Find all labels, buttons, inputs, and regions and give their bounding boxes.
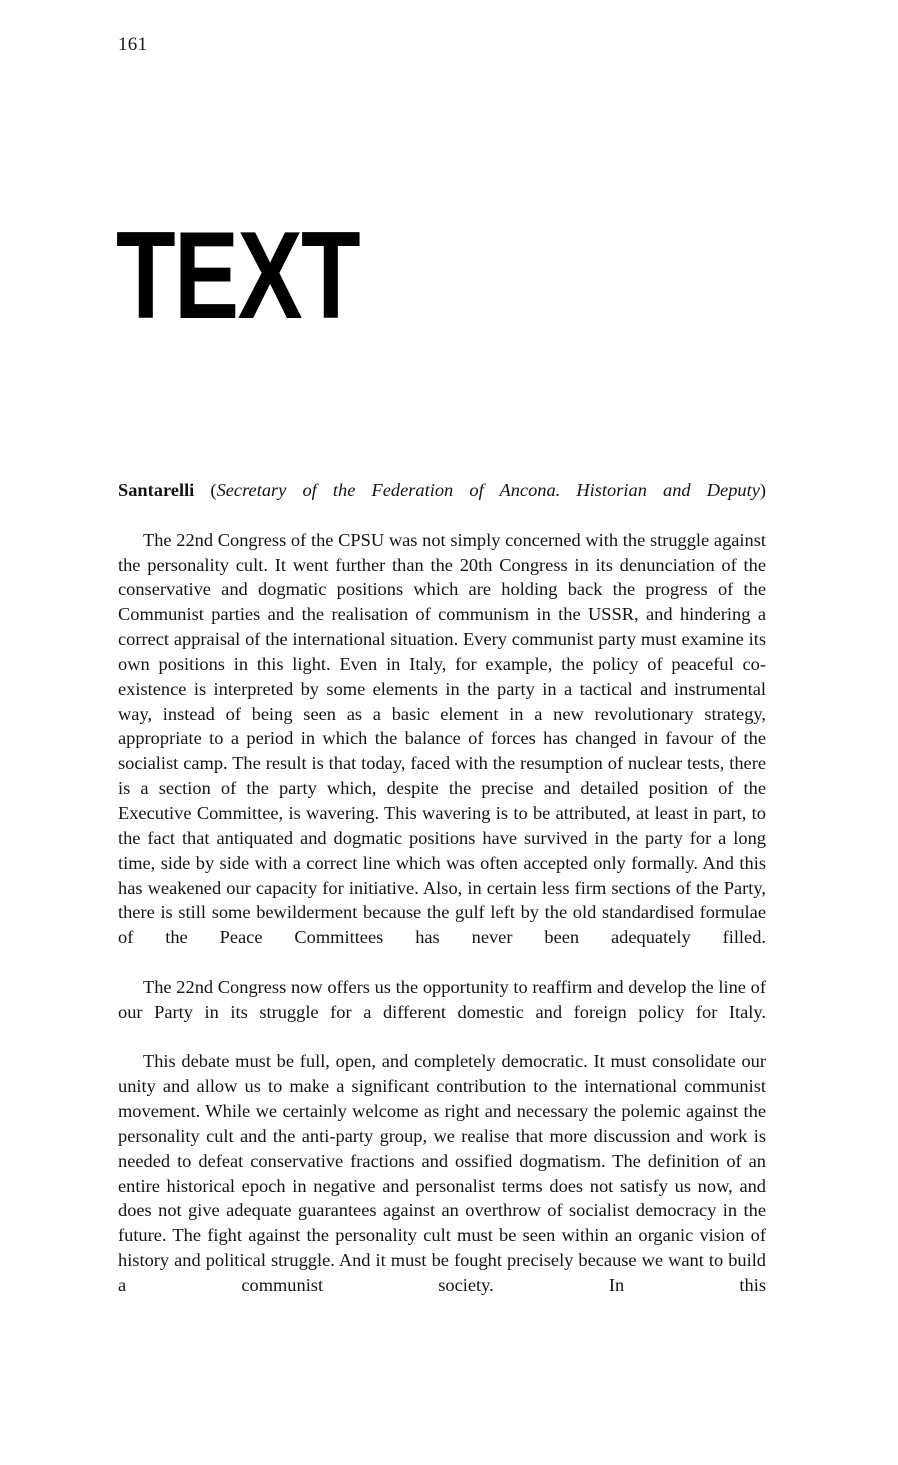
page-number: 161 [118, 34, 148, 55]
byline-close-paren: ) [759, 480, 766, 500]
body-paragraph: This debate must be full, open, and completely democratic. It must consolidate our unity and allow us to make a significant contribution to the international communist movement. While we certainly welcome as right and necessary the polemic against the personality cult and the anti-party group, we realise that more discussion and work is needed to defeat conservative fractions and ossified dogmatism. The definition of an entire historical epoch in negative and personalist terms does not satisfy us now, and does not give adequate guarantees against an overthrow of socialist democracy in the future. The fight against the personality cult must be seen within an organic vision of history and political struggle. And it must be fought precisely because we want to build a communist society. In this [118, 1051, 766, 1295]
body-text-column [118, 478, 766, 1323]
page-title: TEXT [116, 205, 360, 345]
speaker-byline [118, 478, 766, 528]
byline-open-paren: ( [194, 480, 217, 500]
body-paragraph: The 22nd Congress now offers us the opportunity to reaffirm and develop the line of our Party in its struggle for a different domestic and foreign policy for Italy. [118, 976, 766, 1022]
speaker-role: Secretary of the Federation of Ancona. Historian and Deputy [216, 480, 760, 500]
speaker-name: Santarelli [118, 480, 195, 500]
body-paragraph: The 22nd Congress of the CPSU was not simply concerned with the struggle against the personality cult. It went further than the 20th Congress in its denunciation of the conservative and dogmatic positions which are holding back the progress of the Communist parties and the realisation of communism in the USSR, and hindering a correct appraisal of the international situation. Every communist party must examine its own positions in this light. Even in Italy, for example, the policy of peaceful co-existence is interpreted by some elements in the party in a tactical and instrumental way, instead of being seen as a basic element in a new revolutionary strategy, appropriate to a period in which the balance of forces has changed in favour of the socialist camp. The result is that today, faced with the resumption of nuclear tests, there is a section of the party which, despite the precise and detailed position of the Executive Committee, is wavering. This wavering is to be attributed, at least in part, to the fact that antiquated and dogmatic positions have survived in the party for a long time, side by side with a correct line which was often accepted only formally. And this has weakened our capacity for initiative. Also, in certain less firm sections of the Party, there is still some bewilderment because the gulf left by the old standardised formulae of the Peace Committees has never been adequately filled. [118, 529, 766, 948]
